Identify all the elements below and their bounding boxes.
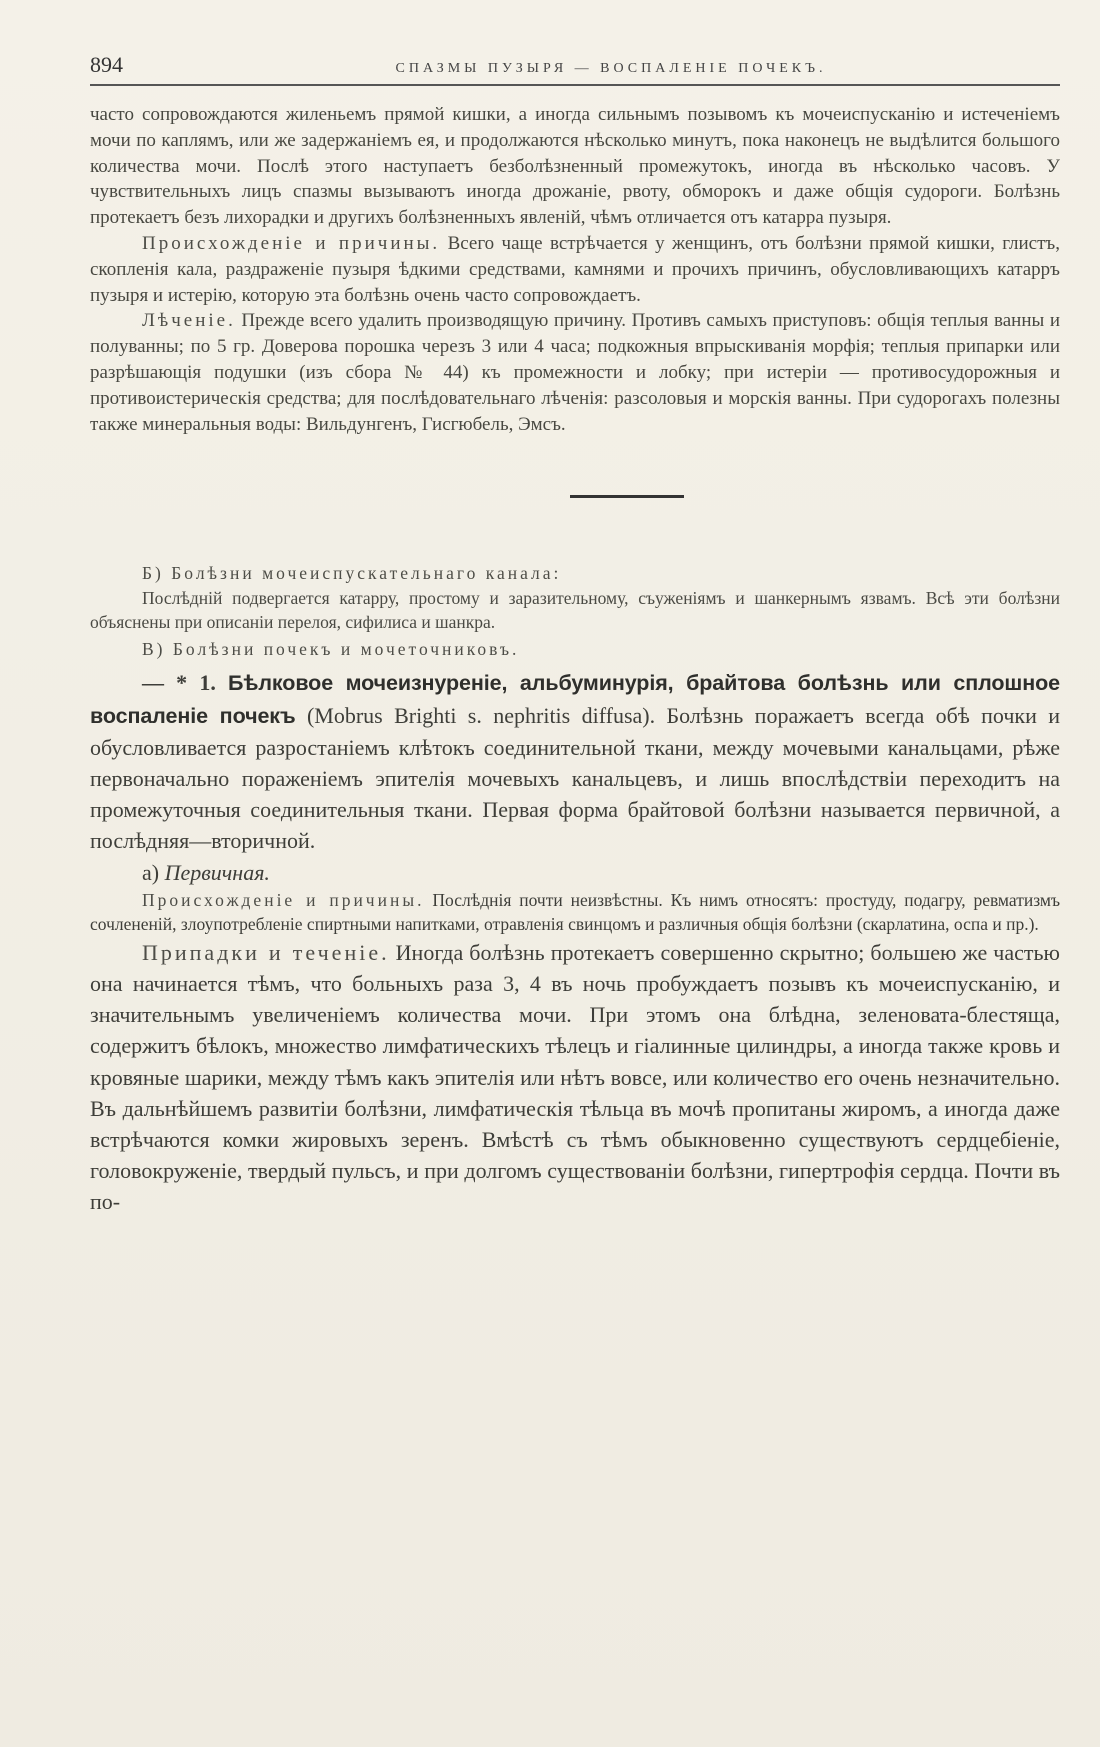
albuminuria-paragraph — [90, 667, 1060, 856]
subhead-letter: а) — [142, 859, 160, 885]
top-section — [90, 102, 1060, 437]
origin-primary-text: Послѣднія почти неизвѣстны. Къ нимъ относятъ: простуду, подагру, ревматизмъ сочлененій, злоупотребленіе спиртными напитками, отравленія свинцомъ и различныя общія болѣзни (скарлатина, оспа и пр.). — [90, 889, 1060, 935]
item-text: Болѣзнь поражаетъ всегда обѣ почки и обусловливается разростаніемъ клѣтокъ соединительной ткани, между мочевыми канальцами, рѣже первоначально пораженіемъ эпителія мочевыхъ канальцевъ, и лишь впослѣдствіи переходитъ на промежуточныя соединительныя ткани. Первая форма брайтовой болѣзни называется первичной, а послѣдняя—вторичной. — [90, 702, 1061, 854]
section-b — [90, 561, 1060, 661]
origin-label: Происхожденіе и причины. — [142, 232, 441, 254]
origin-primary-label: Происхожденіе и причины. — [142, 889, 425, 910]
treatment-label: Лѣченіе. — [142, 310, 236, 332]
page-number: 894 — [90, 52, 123, 77]
section-c — [90, 667, 1060, 1217]
subhead-primary — [90, 857, 1060, 888]
item-title: Бѣлковое мочеизнуреніе, альбуминурія, брайтова болѣзнь или сплошное воспаленіе почекъ — [90, 671, 1061, 728]
section-c-heading: В) Болѣзни почекъ и мочеточниковъ. — [142, 638, 520, 659]
section-b-text: Послѣдній подвергается катарру, простому и заразительному, съуженіямъ и шанкернымъ язвамъ. Всѣ эти болѣзни объяснены при описаніи перелоя, сифилиса и шанкра. — [90, 587, 1060, 633]
treatment-text: Прежде всего удалить производящую причину. Противъ самыхъ приступовъ: общія теплыя ванны и полуванны; по 5 гр. Доверова порошка черезъ 3 или 4 часа; подкожныя впрыскиванія морфія; теплыя припарки или разрѣшающія подушки (изъ сбора № 44) къ промежности и лобку; при истеріи — противосудорожныя и противоистерическія средства; для послѣдовательнаго лѣченія: разсоловыя и морскія ванны. При судорогахъ полезны также минеральныя воды: Вильдунгенъ, Гисгюбель, Эмсъ. — [90, 310, 1061, 435]
origin-primary-paragraph — [90, 888, 1060, 937]
continuation-paragraph: часто сопровождаются жиленьемъ прямой кишки, а иногда сильнымъ позывомъ къ мочеиспусканію и истеченіемъ мочи по каплямъ, или же задержаніемъ ея, и продолжаются нѣсколько минутъ, пока наконецъ не выдѣлится большого количества мочи. Послѣ этого наступаетъ безболѣзненный промежутокъ, иногда въ нѣсколько часовъ. У чувствительныхъ лицъ спазмы вызываютъ иногда дрожаніе, рвоту, обморокъ и даже общія судороги. Болѣзнь протекаетъ безъ лихорадки и другихъ болѣзненныхъ явленій, чѣмъ отличается отъ катарра пузыря. — [90, 104, 1060, 229]
item-prefix: — * 1. — [142, 670, 216, 696]
course-paragraph — [90, 937, 1060, 1218]
origin-text: Всего чаще встрѣчается у женщинъ, отъ болѣзни прямой кишки, глистъ, скопленія кала, раздраженіе пузыря ѣдкими средствами, камнями и прочихъ причинъ, обусловливающихъ катарръ пузыря и истерію, которую эта болѣзнь очень часто сопровождаетъ. — [90, 232, 1060, 306]
course-text: Иногда болѣзнь протекаетъ совершенно скрытно; большею же частью она начинается тѣмъ, что больныхъ раза 3, 4 въ ночь пробуждаетъ позывъ къ мочеиспусканію, и значительнымъ увеличеніемъ количества мочи. При этомъ она блѣдна, зеленовата-блестяща, содержитъ бѣлокъ, множество лимфатическихъ тѣлецъ и гіалинные цилиндры, а иногда также кровь и кровяные шарики, между тѣмъ какъ эпителія или нѣтъ вовсе, или количество его очень незначительно. Въ дальнѣйшемъ развитіи болѣзни, лимфатическія тѣльца въ мочѣ пропитаны жиромъ, а иногда даже встрѣчаются комки жировыхъ зеренъ. Вмѣстѣ съ тѣмъ обыкновенно существуютъ сердцебіеніе, головокруженіе, твердый пульсъ, и при долгомъ существованіи болѣзни, гипертрофія сердца. Почти въ по- — [90, 939, 1060, 1215]
course-label: Припадки и теченіе. — [142, 939, 390, 965]
section-divider — [570, 495, 684, 498]
subhead-title: Первичная. — [164, 859, 270, 885]
running-head — [90, 52, 1060, 86]
item-latin: (Mobrus Brighti s. nephritis diffusa). — [306, 702, 656, 728]
running-title: СПАЗМЫ ПУЗЫРЯ — ВОСПАЛЕНІЕ ПОЧЕКЪ. — [395, 61, 827, 76]
section-b-heading: Б) Болѣзни мочеиспускательнаго канала: — [142, 563, 562, 584]
origin-paragraph — [90, 231, 1060, 308]
treatment-paragraph — [90, 308, 1060, 437]
